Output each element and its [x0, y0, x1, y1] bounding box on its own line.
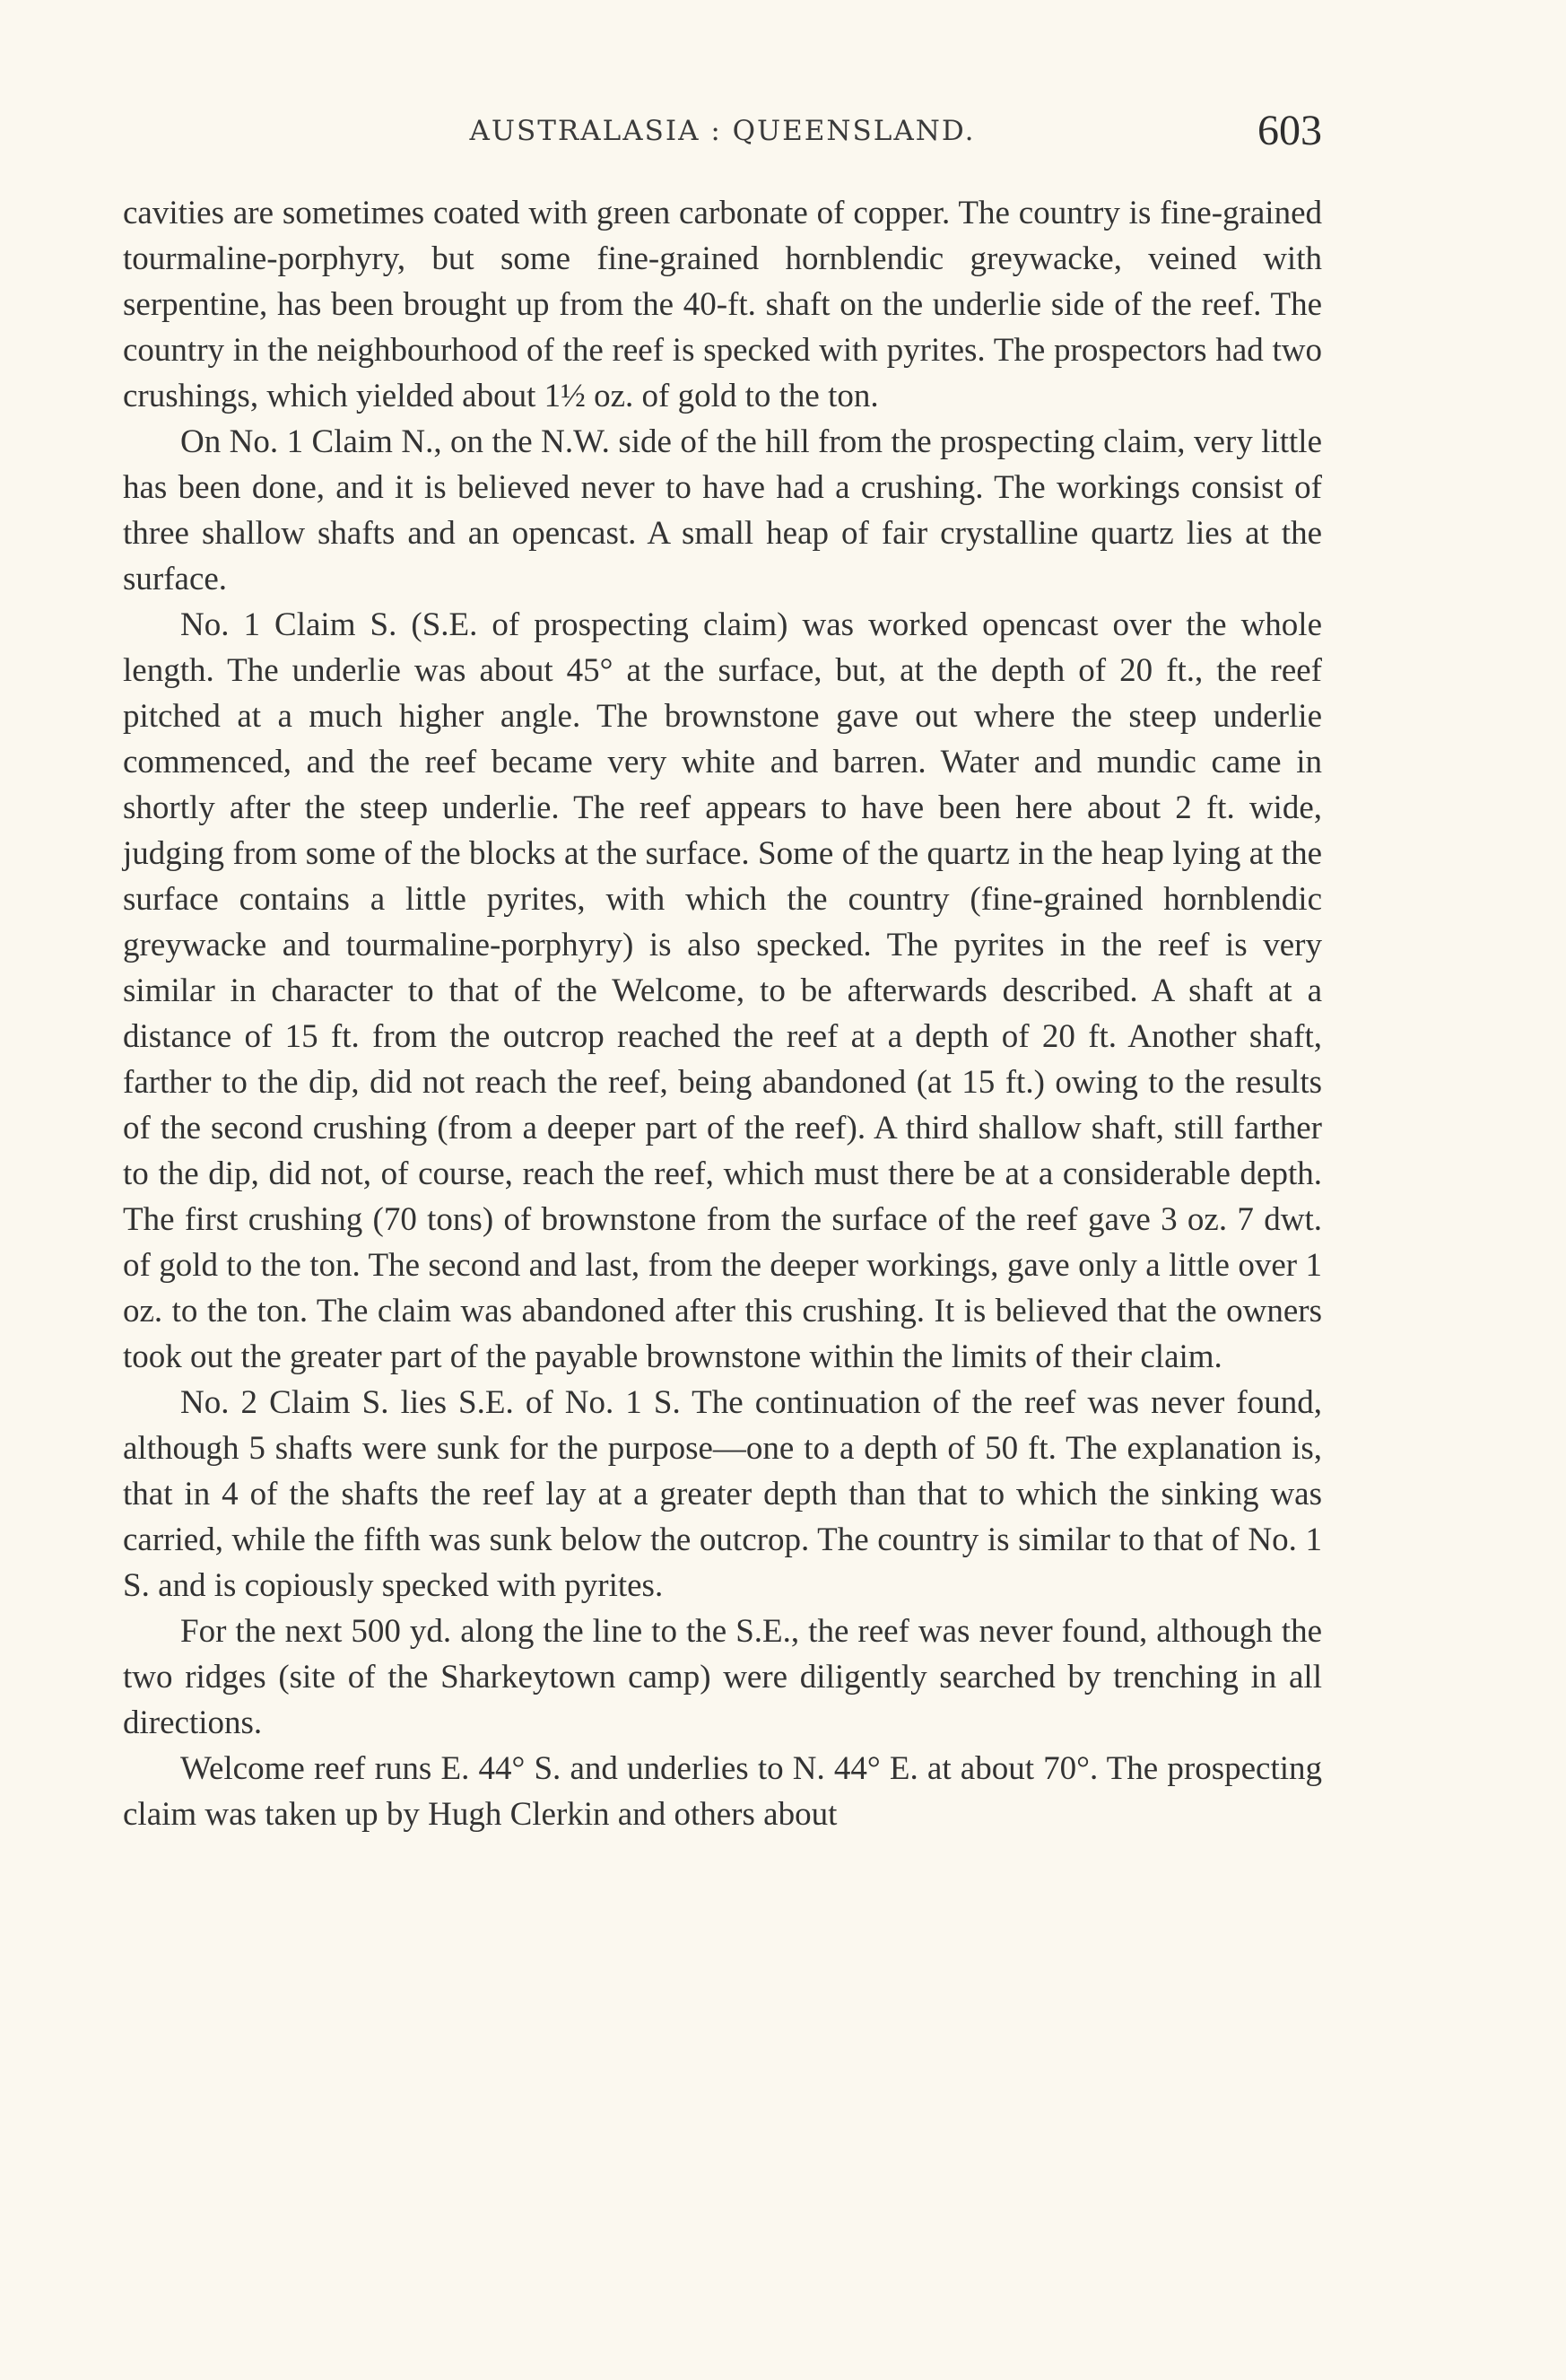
paragraph-claim-1-south: No. 1 Claim S. (S.E. of prospecting claim) was worked opencast over the whole length. The underlie was about 45° at the surface, but, at the depth of 20 ft., the reef pitched at a much higher angle. The brownstone gave out where the steep underlie commenced, and the reef became very white and barren. Water and mundic came in shortly after the steep underlie. The reef appears to have been here about 2 ft. wide, judging from some of the blocks at the surface. Some of the quartz in the heap lying at the surface contains a little pyrites, with which the country (fine-grained hornblendic greywacke and tourmaline-porphyry) is also specked. The pyrites in the reef is very similar in character to that of the Welcome, to be afterwards described. A shaft at a distance of 15 ft. from the outcrop reached the reef at a depth of 20 ft. Another shaft, farther to the dip, did not reach the reef, being abandoned (at 15 ft.) owing to the results of the second crushing (from a deeper part of the reef). A third shallow shaft, still farther to the dip, did not, of course, reach the reef, which must there be at a considerable depth. The first crushing (70 tons) of brownstone from the surface of the reef gave 3 oz. 7 dwt. of gold to the ton. The second and last, from the deeper workings, gave only a little over 1 oz. to the ton. The claim was abandoned after this crushing. It is believed that the owners took out the greater part of the payable brownstone within the limits of their claim.	[123, 606, 1322, 1375]
body-text	[123, 190, 1322, 1837]
paragraph-claim-2-south: No. 2 Claim S. lies S.E. of No. 1 S. The continuation of the reef was never found, although 5 shafts were sunk for the purpose—one to a depth of 50 ft. The explanation is, that in 4 of the shafts the reef lay at a greater depth than that to which the sinking was carried, while the fifth was sunk below the outcrop. The country is similar to that of No. 1 S. and is copiously specked with pyrites.	[123, 1384, 1322, 1604]
paragraph-claim-1-north: On No. 1 Claim N., on the N.W. side of the hill from the prospecting claim, very little has been done, and it is believed never to have had a crushing. The workings consist of three shallow shafts and an opencast. A small heap of fair crystalline quartz lies at the surface.	[123, 423, 1322, 597]
running-head	[123, 106, 1322, 160]
running-title: AUSTRALASIA : QUEENSLAND.	[469, 115, 976, 147]
page-number: 603	[1257, 107, 1322, 154]
paragraph-next-500-yards: For the next 500 yd. along the line to the S.E., the reef was never found, although the two ridges (site of the Sharkeytown camp) were diligently searched by trenching in all directions.	[123, 1613, 1322, 1741]
paragraph-continuation: cavities are sometimes coated with green carbonate of copper. The country is fine-grained tourmaline-porphyry, but some fine-grained hornblendic greywacke, veined with serpentine, has been brought up from the 40-ft. shaft on the underlie side of the reef. The country in the neighbourhood of the reef is specked with pyrites. The prospectors had two crushings, which yielded about 1½ oz. of gold to the ton.	[123, 195, 1322, 414]
paragraph-welcome-reef: Welcome reef runs E. 44° S. and underlies to N. 44° E. at about 70°. The prospecting claim was taken up by Hugh Clerkin and others about	[123, 1750, 1322, 1833]
